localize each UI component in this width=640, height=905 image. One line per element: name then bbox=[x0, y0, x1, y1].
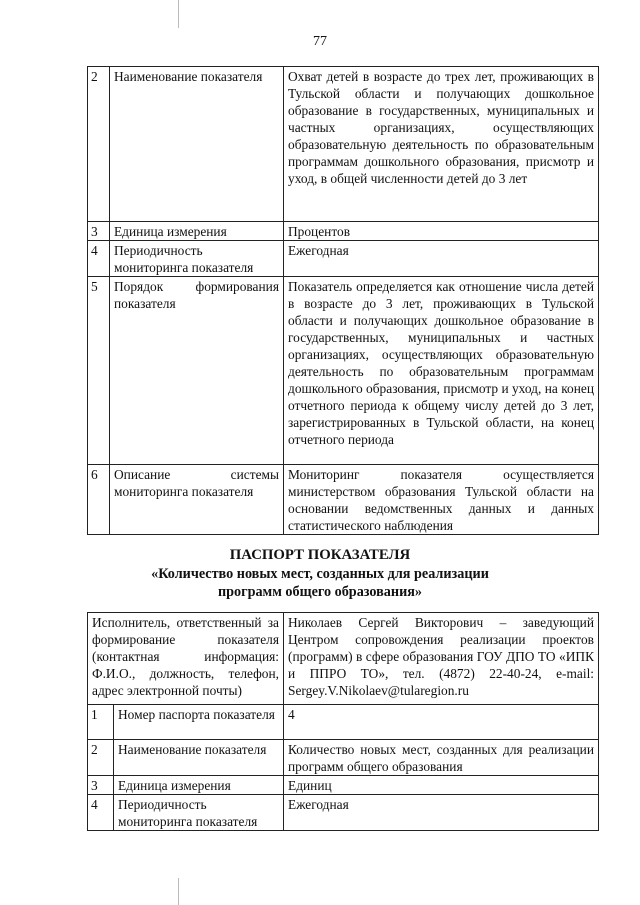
row-label: Наименование показателя bbox=[110, 67, 284, 222]
table-row bbox=[88, 465, 599, 535]
row-number: 5 bbox=[88, 277, 110, 465]
table-row bbox=[88, 705, 599, 740]
row-value: Процентов bbox=[284, 222, 599, 241]
table-row bbox=[88, 241, 599, 277]
table-row bbox=[88, 277, 599, 465]
table-row bbox=[88, 776, 599, 795]
row-number: 3 bbox=[88, 776, 114, 795]
row-label: Периодичность мониторинга показателя bbox=[110, 241, 284, 277]
margin-mark bbox=[178, 0, 179, 28]
row-value: Мониторинг показателя осуществляется министерством образования Тульской области на основании ведомственных данных и данных статистического наблюдения bbox=[284, 465, 599, 535]
row-value: Охват детей в возрасте до трех лет, проживающих в Тульской области и получающих дошкольное образование в государственных, муниципальных и частных организациях, осуществляющих образовательную деятельность по образовательным программам дошкольного образования, присмотр и уход, в общей численности детей до 3 лет bbox=[284, 67, 599, 222]
row-value: Ежегодная bbox=[284, 795, 599, 831]
row-value: Количество новых мест, созданных для реализации программ общего образования bbox=[284, 740, 599, 776]
indicator-table-continued bbox=[87, 66, 599, 535]
row-label: Порядок формирования показателя bbox=[110, 277, 284, 465]
row-number: 4 bbox=[88, 241, 110, 277]
row-number: 1 bbox=[88, 705, 114, 740]
row-value: Ежегодная bbox=[284, 241, 599, 277]
responsible-value: Николаев Сергей Викторович – заведующий Центром сопровождения реализации проектов (программ) в сфере образования ГОУ ДПО ТО «ИПК и ППРО ТО», тел. (4872) 22-40-24, e-mail: Sergey.V.Nikolaev@tularegion.ru bbox=[284, 613, 599, 705]
row-label: Единица измерения bbox=[114, 776, 284, 795]
table-row bbox=[88, 613, 599, 705]
row-label: Периодичность мониторинга показателя bbox=[114, 795, 284, 831]
row-label: Номер паспорта показателя bbox=[114, 705, 284, 740]
passport-table bbox=[87, 612, 599, 831]
row-number: 6 bbox=[88, 465, 110, 535]
table-row bbox=[88, 740, 599, 776]
table-row bbox=[88, 222, 599, 241]
row-number: 2 bbox=[88, 740, 114, 776]
row-label: Наименование показателя bbox=[114, 740, 284, 776]
passport-subtitle-line1: «Количество новых мест, созданных для реализации bbox=[151, 566, 489, 582]
passport-subtitle-line2: программ общего образования» bbox=[217, 584, 423, 600]
row-label: Единица измерения bbox=[110, 222, 284, 241]
table-row bbox=[88, 795, 599, 831]
row-value: Показатель определяется как отношение числа детей в возрасте до 3 лет, проживающих в Тульской области и получающих дошкольное образование в государственных, муниципальных и частных организациях, осуществляющих образовательную деятельность по образовательным программам дошкольного образования, присмотр и уход, на конец отчетного периода к общему числу детей до 3 лет, зарегистрированных в Тульской области, на конец отчетного периода bbox=[284, 277, 599, 465]
row-value: Единиц bbox=[284, 776, 599, 795]
row-number: 2 bbox=[88, 67, 110, 222]
row-value: 4 bbox=[284, 705, 599, 740]
row-number: 3 bbox=[88, 222, 110, 241]
responsible-label: Исполнитель, ответственный за формирование показателя (контактная информация: Ф.И.О., должность, телефон, адрес электронной почты) bbox=[88, 613, 284, 705]
page-number: 77 bbox=[313, 34, 327, 49]
margin-mark bbox=[178, 878, 179, 905]
passport-title: ПАСПОРТ ПОКАЗАТЕЛЯ bbox=[229, 547, 411, 563]
row-label: Описание системы мониторинга показателя bbox=[110, 465, 284, 535]
table-row bbox=[88, 67, 599, 222]
row-number: 4 bbox=[88, 795, 114, 831]
